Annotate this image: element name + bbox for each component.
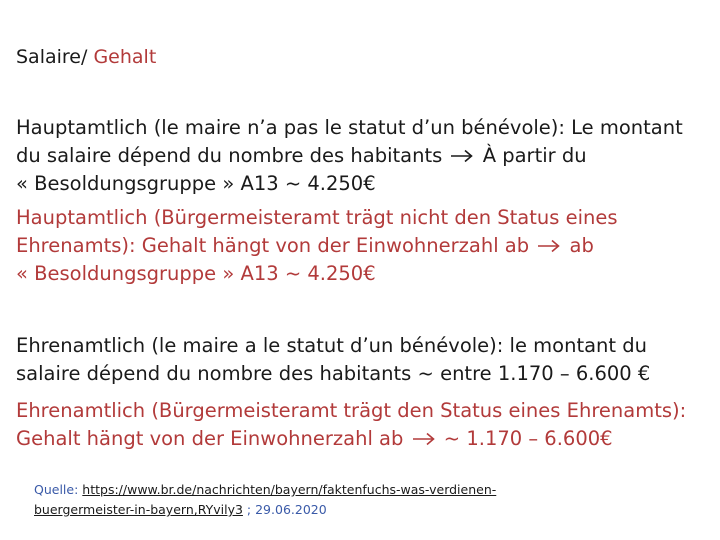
- paragraph-german-volunteer: [16, 397, 706, 453]
- right-arrow-icon: [537, 239, 561, 253]
- p3-line2: salaire dépend du nombre des habitants ~ entre 1.170 – 6.600 €: [16, 362, 651, 385]
- source-date: ; 29.06.2020: [246, 502, 327, 517]
- p2-line2-text-a: Ehrenamts): Gehalt hängt von der Einwohnerzahl ab: [16, 234, 530, 257]
- p1-line2-text-b: À partir du: [482, 144, 587, 167]
- p2-line3: « Besoldungsgruppe » A13 ~ 4.250€: [16, 262, 376, 285]
- right-arrow-icon: [412, 432, 436, 446]
- source-citation: [34, 480, 496, 520]
- p4-line2-text-b: ~ 1.170 – 6.600€: [443, 427, 613, 450]
- source-line2: [34, 500, 496, 520]
- p2-line1: Hauptamtlich (Bürgermeisteramt trägt nicht den Status eines: [16, 206, 618, 229]
- title-german: Gehalt: [93, 46, 157, 68]
- source-line1: [34, 480, 496, 500]
- p4-line2-text-a: Gehalt hängt von der Einwohnerzahl ab: [16, 427, 404, 450]
- p2-line2: [16, 232, 706, 260]
- p1-line1: Hauptamtlich (le maire n’a pas le statut d’un bénévole): Le montant: [16, 116, 683, 139]
- source-label: Quelle:: [34, 482, 79, 497]
- p2-line2-text-b: ab: [569, 234, 594, 257]
- title-french: Salaire/: [16, 46, 88, 68]
- p4-line1: Ehrenamtlich (Bürgermeisteramt trägt den Status eines Ehrenamts):: [16, 399, 687, 422]
- p1-line2-text-a: du salaire dépend du nombre des habitants: [16, 144, 443, 167]
- right-arrow-icon: [450, 149, 474, 163]
- source-link-part2[interactable]: buergermeister-in-bayern,RYvily3: [34, 502, 243, 517]
- paragraph-german-fulltime: [16, 204, 706, 288]
- p4-line2: [16, 425, 706, 453]
- source-link-part1[interactable]: https://www.br.de/nachrichten/bayern/faktenfuchs-was-verdienen-: [82, 482, 497, 497]
- paragraph-french-volunteer: [16, 332, 706, 388]
- slide-title: [16, 44, 156, 70]
- p3-line1: Ehrenamtlich (le maire a le statut d’un bénévole): le montant du: [16, 334, 647, 357]
- paragraph-french-fulltime: [16, 114, 706, 198]
- p1-line2: [16, 142, 706, 170]
- p1-line3: « Besoldungsgruppe » A13 ~ 4.250€: [16, 172, 376, 195]
